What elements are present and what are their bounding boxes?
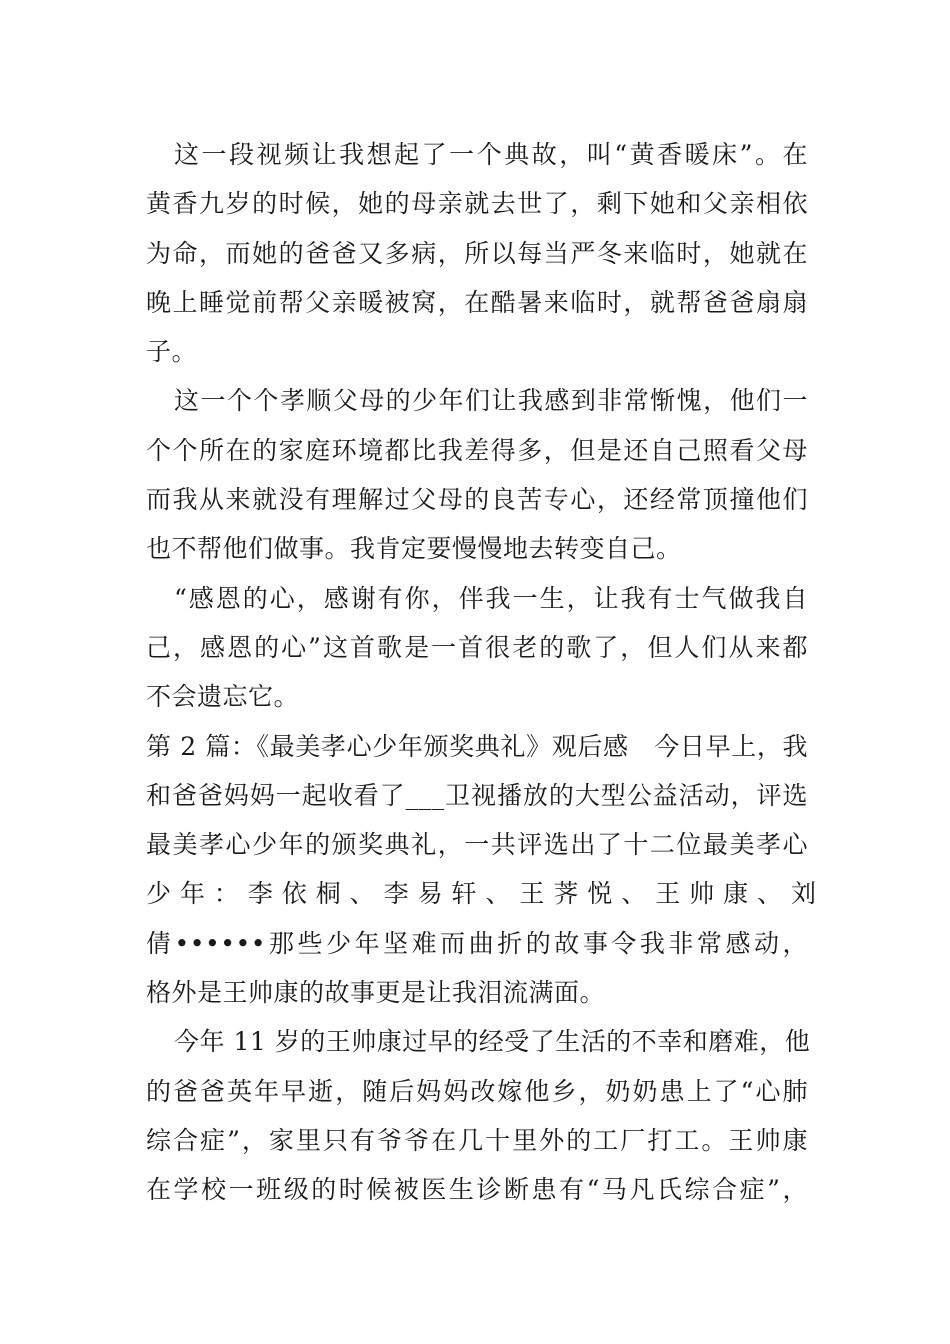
text-line: 第 2 篇：《最美孝心少年颁奖典礼》观后感 今日早上，我: [146, 731, 808, 761]
text-line: 少 年 ： 李 依 桐 、 李 易 轩 、 王 荠 悦 、 王 帅 康 、 刘: [146, 879, 817, 909]
text-line: 晚上睡觉前帮父亲暖被窝，在酷暑来临时，就帮爸爸扇扇: [146, 287, 808, 317]
text-line: 这一个个孝顺父母的少年们让我感到非常惭愧，他们一: [174, 386, 808, 416]
text-line: 不会遗忘它。: [146, 682, 300, 712]
text-line: 和爸爸妈妈一起收看了___卫视播放的大型公益活动，评选: [146, 780, 808, 810]
text-line: 个个所在的家庭环境都比我差得多，但是还自己照看父母: [146, 435, 808, 465]
text-line: 为命，而她的爸爸又多病，所以每当严冬来临时，她就在: [146, 238, 808, 268]
text-line: 格外是王帅康的故事更是让我泪流满面。: [146, 978, 606, 1008]
document-body: [146, 130, 817, 1215]
paragraph: [146, 376, 808, 573]
text-line: 黄香九岁的时候，她的母亲就去世了，剩下她和父亲相依: [146, 189, 808, 219]
text-line: 今年 11 岁的王帅康过早的经受了生活的不幸和磨难，他: [174, 1027, 811, 1057]
text-line: 己，感恩的心”这首歌是一首很老的歌了，但人们从来都: [146, 632, 808, 662]
text-line: 综合症”，家里只有爷爷在几十里外的工厂打工。王帅康: [146, 1125, 808, 1155]
text-line: 的爸爸英年早逝，随后妈妈改嫁他乡，奶奶患上了“心肺: [146, 1076, 808, 1106]
text-line: 也不帮他们做事。我肯定要慢慢地去转变自己。: [146, 534, 682, 564]
text-line: 这一段视频让我想起了一个典故，叫“黄香暖床”。在: [174, 140, 808, 169]
text-line: 而我从来就没有理解过父母的良苦专心，还经常顶撞他们: [146, 485, 808, 515]
paragraph: [146, 574, 808, 722]
text-line: 倩••••••那些少年坚难而曲折的故事令我非常感动，: [146, 928, 808, 958]
text-line: “感恩的心，感谢有你，伴我一生，让我有士气做我自: [174, 583, 808, 613]
paragraph: [146, 722, 817, 1018]
text-line: 子。: [146, 337, 198, 367]
text-line: 在学校一班级的时候被医生诊断患有“马凡氏综合症”，: [146, 1175, 808, 1205]
paragraph: [146, 130, 808, 376]
paragraph: [146, 1017, 811, 1214]
text-line: 最美孝心少年的颁奖典礼，一共评选出了十二位最美孝心: [146, 830, 808, 860]
